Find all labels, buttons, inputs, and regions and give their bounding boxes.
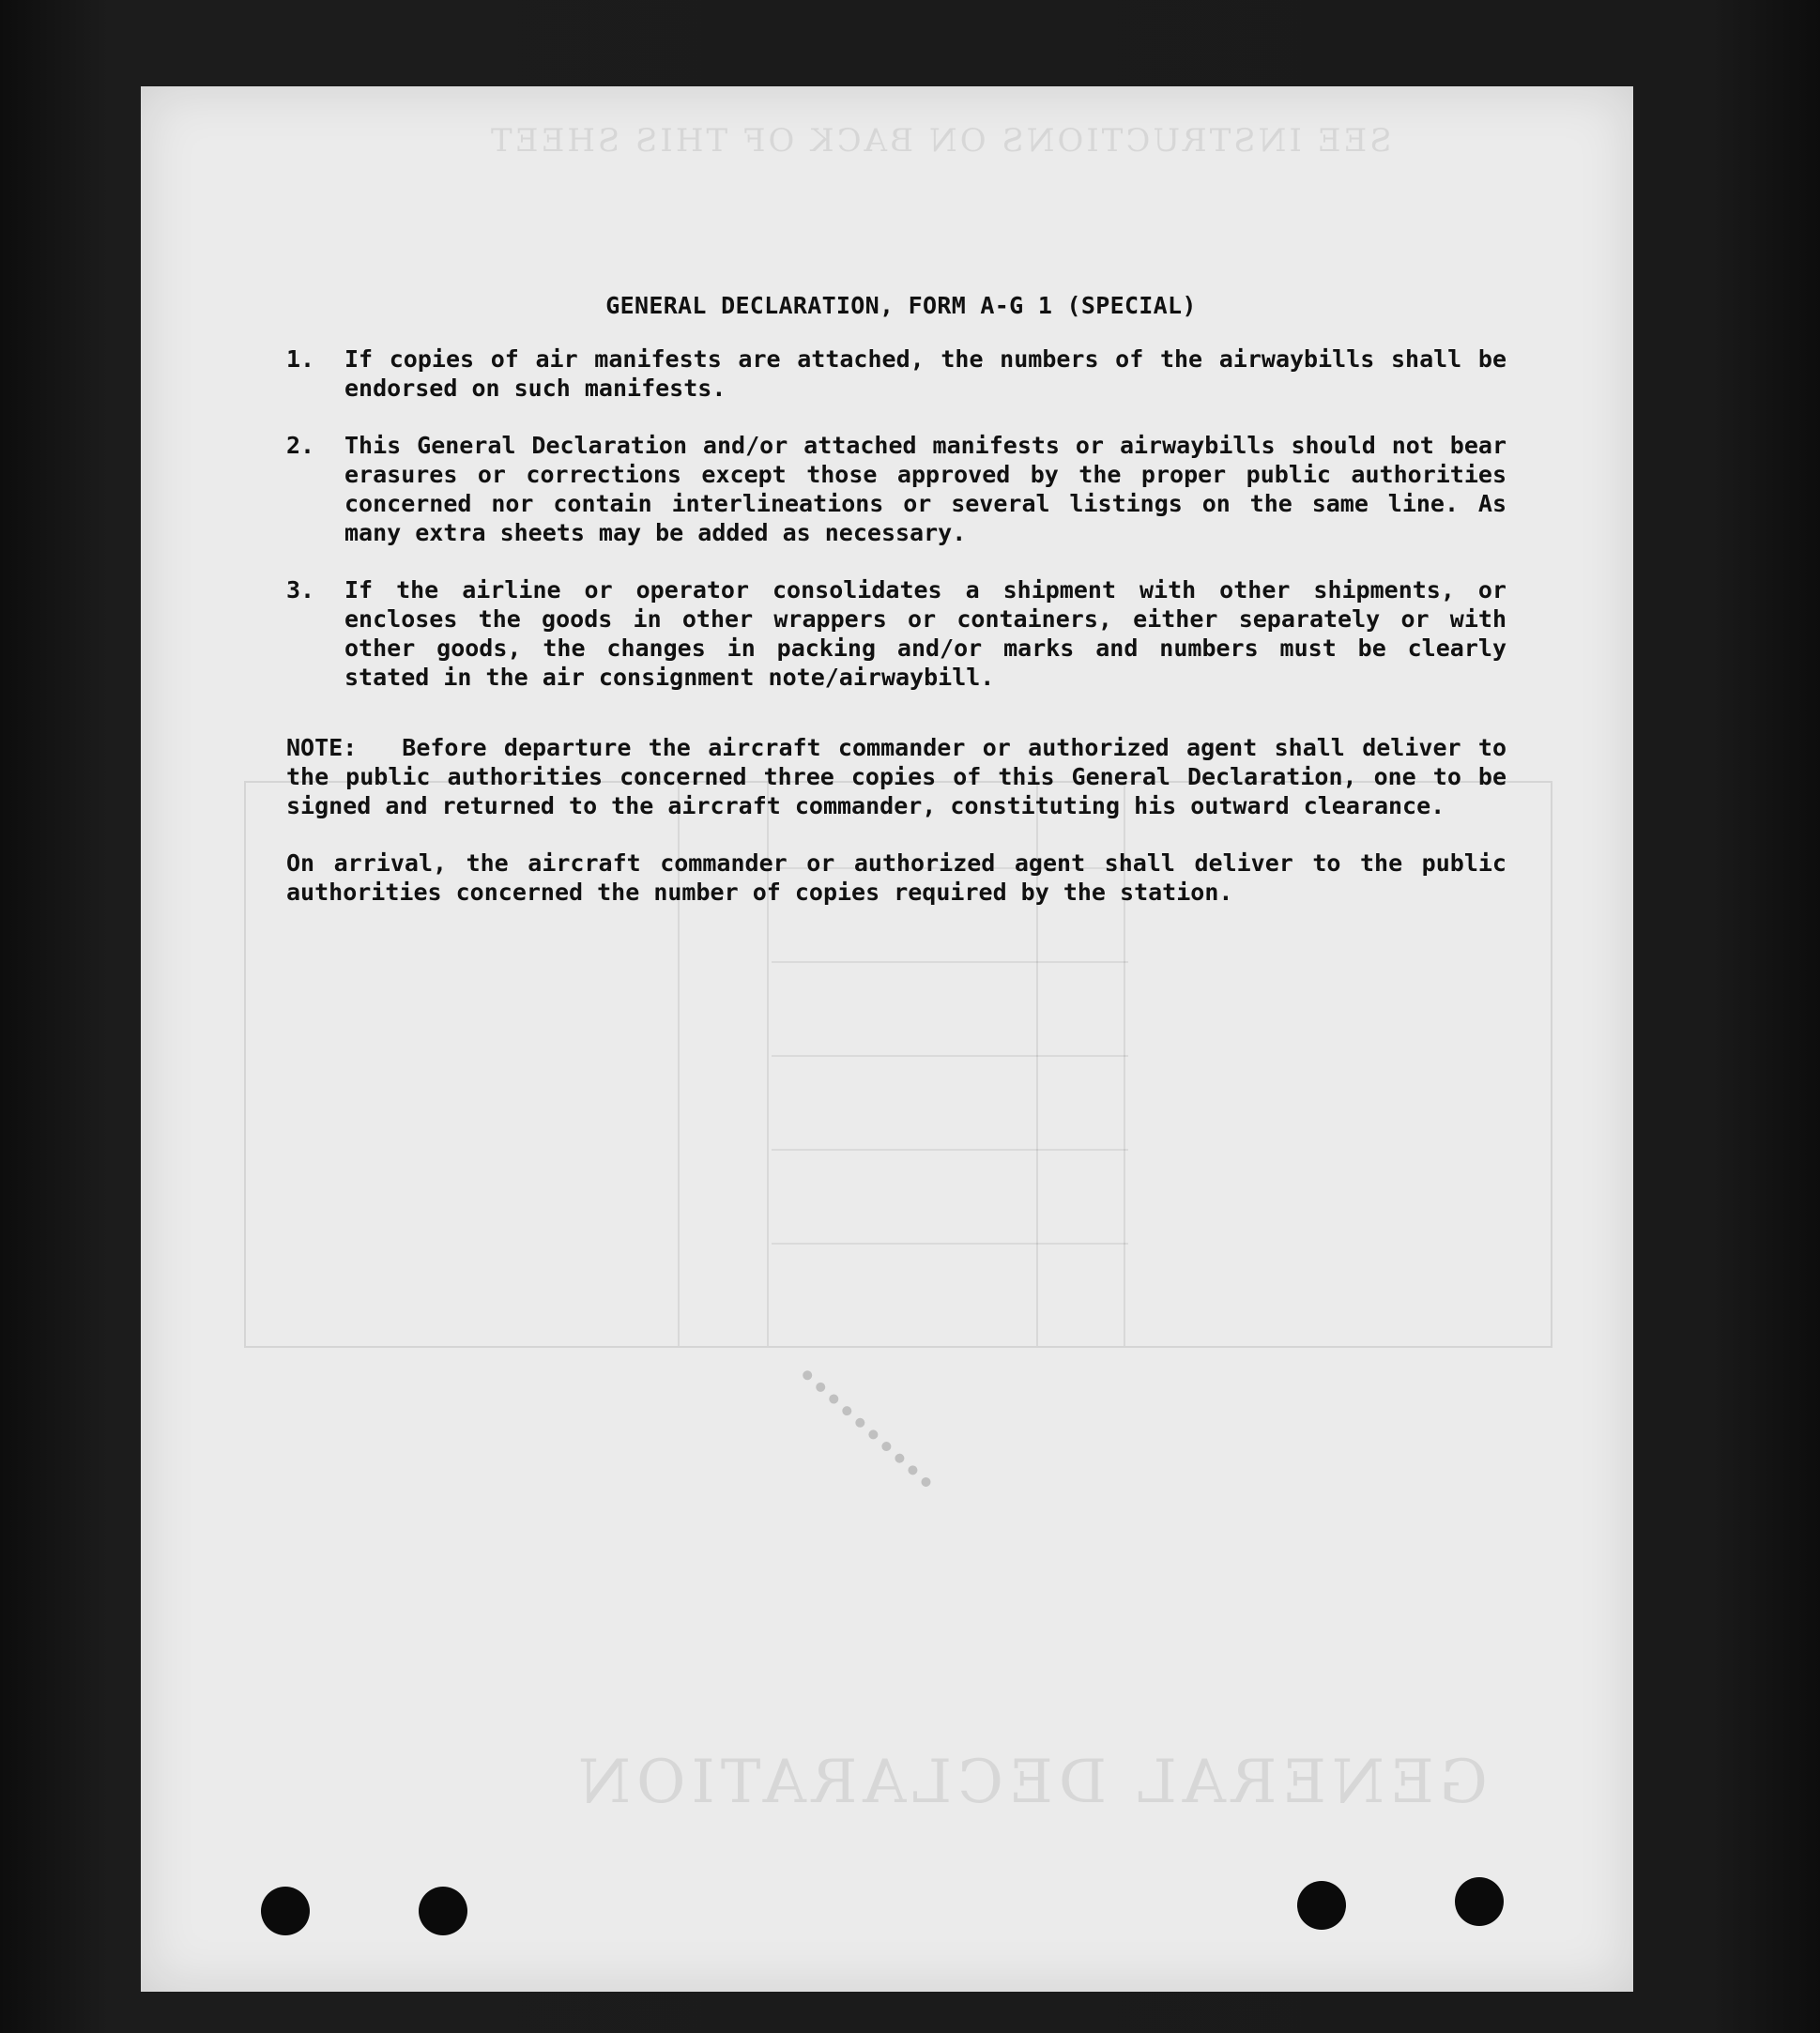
item-text: If the airline or operator consolidates a shipment with other shipments, or encloses the goods in other wrappers or containers, either separately or with other goods, the changes in packing and/or marks and numbers must be clearly stated in the air consignment note/airwaybill.	[344, 576, 1506, 691]
item-text: This General Declaration and/or attached manifests or airwaybills should not bear erasures or corrections except those approved by the proper public authorities concerned nor contain interlineations or several listings on the same line. As many extra sheets may be added as necessary.	[344, 432, 1506, 546]
bleed-table-row-line	[772, 1243, 1128, 1245]
instruction-item	[286, 344, 1506, 403]
declaration-instructions	[286, 291, 1506, 907]
reverse-side-bleed-title: GENERAL DECLARATION	[573, 1748, 1488, 1817]
instruction-item	[286, 431, 1506, 547]
note-text: Before departure the aircraft commander or authorized agent shall deliver to the public authorities concerned three copies of this General Declaration, one to be signed and returned to the aircraft commander, constituting his outward clearance.	[286, 734, 1506, 819]
reverse-side-bleed-header: SEE INSTRUCTIONS ON BACK OF THIS SHEET	[488, 122, 1392, 160]
item-text: If copies of air manifests are attached, the numbers of the airwaybills shall be endorsed on such manifests.	[344, 345, 1506, 402]
note-label: NOTE:	[286, 734, 358, 761]
instruction-item	[286, 575, 1506, 692]
document-page	[141, 86, 1633, 1992]
item-number: 3.	[286, 576, 315, 604]
item-number: 2.	[286, 432, 315, 459]
punch-hole	[1297, 1881, 1346, 1930]
bleed-table-row-line	[772, 1149, 1128, 1151]
arrival-note: On arrival, the aircraft commander or authorized agent shall deliver to the public authorities concerned the number of copies required by the station.	[286, 849, 1506, 906]
faint-stamp-mark	[775, 1368, 932, 1517]
bleed-table-row-line	[772, 961, 1128, 963]
item-number: 1.	[286, 345, 315, 373]
page-title: GENERAL DECLARATION, FORM A-G 1 (SPECIAL)	[605, 292, 1197, 319]
bleed-table-row-line	[772, 1055, 1128, 1057]
punch-hole	[261, 1887, 310, 1935]
punch-hole	[1455, 1877, 1504, 1926]
punch-hole	[419, 1887, 467, 1935]
departure-note	[286, 733, 1506, 820]
